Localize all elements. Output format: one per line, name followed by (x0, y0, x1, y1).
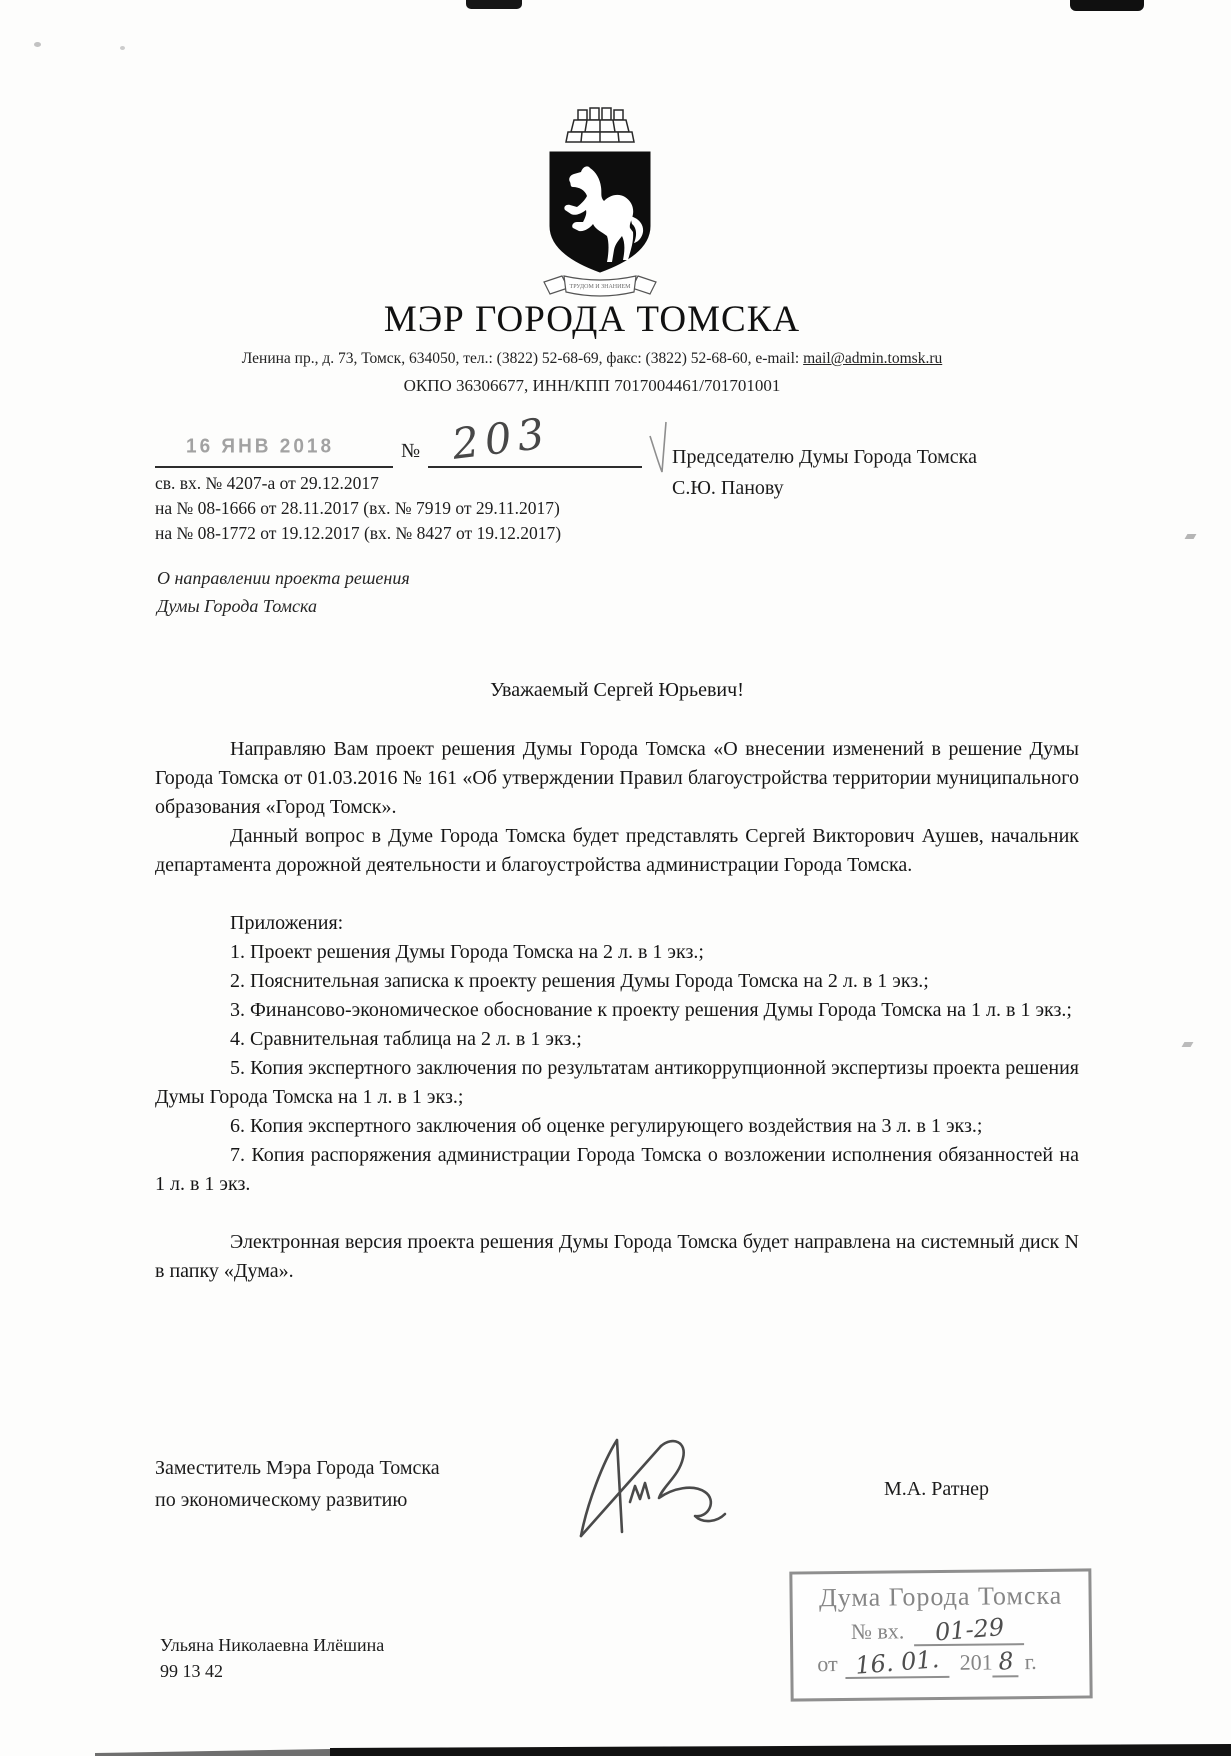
reference-line-1: св. вх. № 4207-а от 29.12.2017 (155, 473, 379, 493)
stamp-date-field (845, 1645, 949, 1680)
addressee-title: Председателю Думы Города Томска (672, 446, 977, 468)
incoming-stamp (789, 1568, 1092, 1701)
salutation: Уважаемый Сергей Юрьевич! (490, 679, 744, 701)
attachment-item: 4. Сравнительная таблица на 2 л. в 1 экз.; (230, 1028, 582, 1050)
crown-icon (566, 108, 634, 142)
scan-artifact-dot (120, 46, 125, 50)
stamp-number-label: № вх. (850, 1618, 905, 1644)
executor-phone: 99 13 42 (160, 1661, 223, 1681)
date-underline (155, 466, 393, 468)
signer-position-line-1: Заместитель Мэра Города Томска (155, 1457, 440, 1479)
attachments-label: Приложения: (230, 912, 344, 934)
tomsk-coat-of-arms (532, 104, 668, 308)
motto-text: ТРУДОМ И ЗНАНИЕМ (569, 284, 631, 290)
attachment-item: 2. Пояснительная записка к проекту решения Думы Города Томска на 2 л. в 1 экз.; (230, 970, 929, 992)
executor-name: Ульяна Николаевна Илёшина (160, 1635, 385, 1655)
stamp-org-name: Дума Города Томска (818, 1580, 1063, 1613)
addressee-name: С.Ю. Панову (672, 477, 784, 499)
org-email: mail@admin.tomsk.ru (803, 350, 943, 367)
scan-artifact-edge-mark (1185, 534, 1197, 539)
reference-line-2: на № 08-1666 от 28.11.2017 (вх. № 7919 от 29.11.2017) (155, 498, 560, 518)
number-sign: № (401, 440, 421, 462)
paragraph-2: Данный вопрос в Думе Города Томска будет представлять Сергей Викторович Аушев, начальник департамента дорожной деятельности и благоустройства администрации Города Томска. (155, 825, 1079, 876)
outgoing-date-stamp: 16 ЯНВ 2018 (186, 435, 335, 458)
stamp-number-handwritten: 01-29 (933, 1612, 1005, 1647)
paragraph-3: Электронная версия проекта решения Думы Города Томска будет направлена на системный диск N в папку «Дума». (155, 1231, 1079, 1282)
paragraph-1: Направляю Вам проект решения Думы Города Томска «О внесении изменений в решение Думы Города Томска от 01.03.2016 № 161 «Об утверждении Правил благоустройства территории муниципального образования «Город Томск». (155, 738, 1079, 818)
stamp-year-printed: 201 (959, 1649, 993, 1675)
stamp-year-suffix: г. (1024, 1649, 1037, 1675)
signature-icon (575, 1432, 750, 1550)
scan-artifact-top-right (1070, 0, 1144, 11)
attachment-item: 5. Копия экспертного заключения по результатам антикоррупционной экспертизы проекта решения Думы Города Томска на 1 л. в 1 экз.; (155, 1057, 1079, 1108)
attachment-item: 1. Проект решения Думы Города Томска на 2 л. в 1 экз.; (230, 941, 704, 963)
attachment-item: 6. Копия экспертного заключения об оценке регулирующего воздействия на 3 л. в 1 экз.; (230, 1115, 983, 1137)
org-okpo-line: ОКПО 36306677, ИНН/КПП 7017004461/701701001 (403, 376, 781, 395)
addressee-block (672, 442, 977, 504)
checkmark-icon (646, 418, 670, 476)
signer-position (155, 1452, 440, 1516)
reference-line-3: на № 08-1772 от 19.12.2017 (вх. № 8427 от 19.12.2017) (155, 523, 562, 543)
signer-name: М.А. Ратнер (884, 1478, 990, 1500)
stamp-number-field (914, 1612, 1024, 1647)
org-address: Ленина пр., д. 73, Томск, 634050, тел.: (3822) 52-68-69, факс: (3822) 52-68-60, e-mail: (241, 350, 804, 367)
letter-body (155, 676, 1079, 1286)
scan-artifact-top-left (466, 0, 522, 9)
stamp-date-label: от (817, 1651, 838, 1677)
subject-line-1: О направлении проекта решения (157, 568, 410, 588)
scan-artifact-dot (34, 42, 41, 47)
scan-artifact-bottom-bar (0, 1744, 1231, 1756)
stamp-date-handwritten: 16. 01. (854, 1645, 941, 1680)
attachment-item: 7. Копия распоряжения администрации Города Томска о возложении исполнения обязанностей на 1 л. в 1 экз. (155, 1144, 1079, 1195)
subject-block (157, 564, 410, 620)
signer-position-line-2: по экономическому развитию (155, 1489, 408, 1511)
executor-block (160, 1632, 384, 1684)
outgoing-number-handwritten: 203 (449, 408, 553, 469)
org-title: МЭР ГОРОДА ТОМСКА (383, 299, 801, 340)
subject-line-2: Думы Города Томска (157, 596, 317, 616)
stamp-year-field (992, 1647, 1018, 1677)
org-address-line (60, 350, 1124, 368)
stamp-year-handwritten: 8 (996, 1646, 1015, 1676)
attachment-item: 3. Финансово-экономическое обоснование к проекту решения Думы Города Томска на 1 л. в 1 экз.; (230, 999, 1072, 1021)
scan-artifact-edge-mark (1182, 1042, 1194, 1047)
reference-lines (155, 471, 561, 546)
